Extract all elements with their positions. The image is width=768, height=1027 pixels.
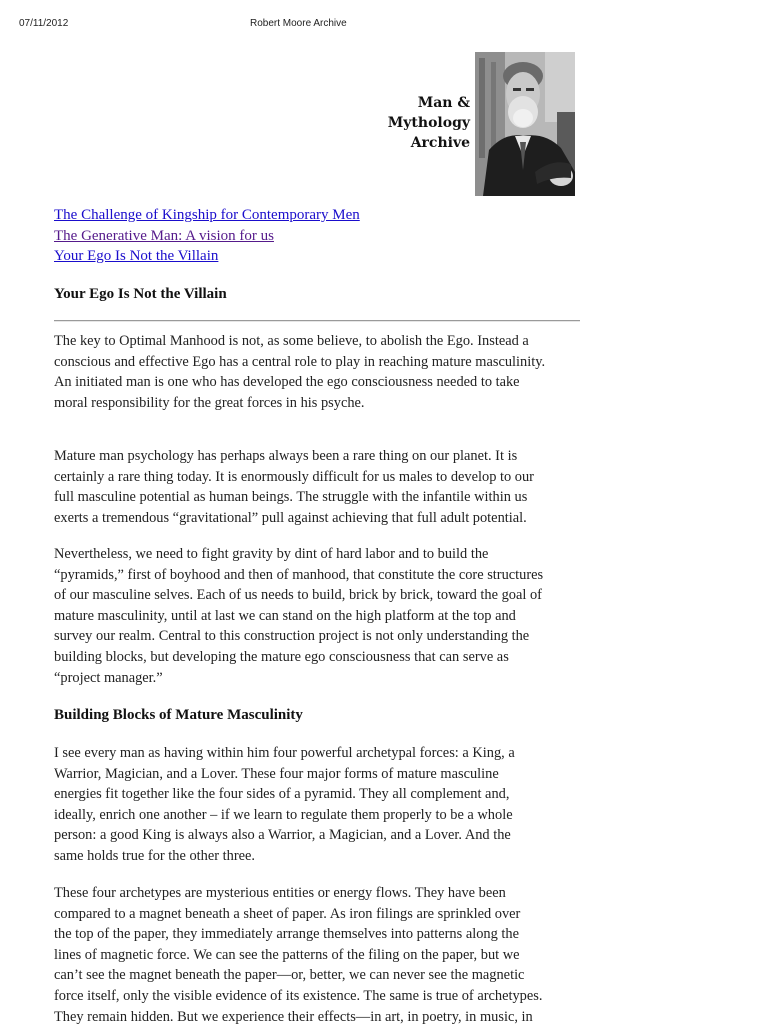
text-line: “pyramids,” first of boyhood and then of manhood, that constitute the core structures [54, 566, 544, 583]
text-line: They remain hidden. But we experience their effects—in art, in poetry, in music, in [54, 1008, 533, 1025]
paragraph [54, 446, 584, 528]
text-line: These four archetypes are mysterious entities or energy flows. They have been [54, 885, 506, 901]
text-line: of our masculine selves. Each of us needs to build, brick by brick, toward the goal of [54, 587, 542, 604]
paragraph [54, 883, 584, 1027]
text-line: full masculine potential as human beings. The struggle with the infantile within us [54, 489, 528, 506]
print-title: Robert Moore Archive [250, 18, 347, 29]
text-line: Nevertheless, we need to fight gravity by dint of hard labor and to build the [54, 546, 489, 562]
text-line: survey our realm. Central to this construction project is not only understanding the [54, 628, 530, 645]
portrait-image [475, 52, 575, 196]
text-line: I see every man as having within him four powerful archetypal forces: a King, a [54, 745, 515, 761]
text-line: the top of the paper, they immediately arrange themselves into patterns along the [54, 926, 519, 943]
text-line: The key to Optimal Manhood is not, as some believe, to abolish the Ego. Instead a [54, 333, 529, 349]
print-header [0, 18, 768, 32]
paragraph [54, 544, 584, 688]
nav-link-challenge-of-kingship[interactable]: The Challenge of Kingship for Contemporary Men [54, 207, 360, 223]
nav-link-generative-man[interactable]: The Generative Man: A vision for us [54, 227, 274, 244]
nav-link-ego-not-villain[interactable]: Your Ego Is Not the Villain [54, 248, 219, 264]
text-line: compared to a magnet beneath a sheet of paper. As iron filings are sprinkled over [54, 905, 521, 922]
article-nav [54, 205, 360, 267]
author-portrait-photo [475, 52, 575, 196]
text-line: lines of magnetic force. We can see the patterns of the filing on the paper, but we [54, 946, 520, 963]
text-line: moral responsibility for the great forces in his psyche. [54, 394, 365, 411]
text-line: can’t see the magnet beneath the paper—or, better, we can never see the magnetic [54, 967, 525, 984]
text-line: exerts a tremendous “gravitational” pull against achieving that full adult potential. [54, 509, 527, 526]
text-line: building blocks, but developing the mature ego consciousness that can serve as [54, 648, 509, 665]
text-line: ideally, enrich one another – if we learn to regulate them properly to be a whole [54, 806, 513, 823]
divider [54, 320, 580, 322]
text-line: An initiated man is one who has developed the ego consciousness needed to take [54, 374, 520, 391]
text-line: person: a good King is always also a Warrior, a Magician, and a Lover. And the [54, 827, 511, 844]
paragraph [54, 331, 584, 413]
article-heading: Your Ego Is Not the Villain [54, 286, 227, 302]
text-line: energies fit together like the four sides of a pyramid. They all complement and, [54, 786, 510, 803]
site-title-line: Man & [417, 95, 470, 111]
site-title-line: Mythology [387, 115, 470, 131]
section-heading: Building Blocks of Mature Masculinity [54, 707, 303, 723]
text-line: certainly a rare thing today. It is enormously difficult for us males to develop to our [54, 468, 534, 485]
text-line: Mature man psychology has perhaps always been a rare thing on our planet. It is [54, 448, 518, 464]
site-title [350, 93, 470, 153]
text-line: conscious and effective Ego has a central role to play in reaching mature masculinity. [54, 353, 546, 370]
print-date: 07/11/2012 [19, 18, 69, 29]
text-line: force itself, only the visible evidence of its existence. The same is true of archetypes. [54, 987, 543, 1004]
text-line: same holds true for the other three. [54, 847, 255, 864]
text-line: “project manager.” [54, 669, 163, 686]
text-line: Warrior, Magician, and a Lover. These four major forms of mature masculine [54, 765, 499, 782]
site-title-line: Archive [410, 135, 470, 151]
paragraph [54, 743, 584, 867]
text-line: mature masculinity, until at last we can stand on the high platform at the top and [54, 607, 516, 624]
